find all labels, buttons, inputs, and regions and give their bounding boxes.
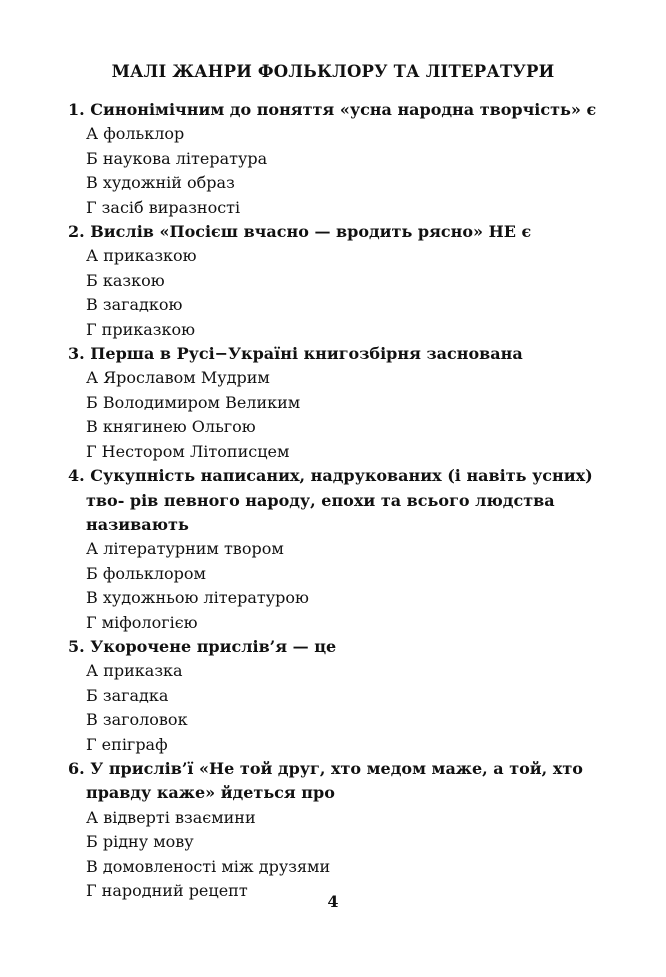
question-4-option-a: А літературним твором [86, 539, 284, 559]
page-number: 4 [327, 892, 339, 911]
question-4-option-b: Б фольклором [86, 563, 206, 583]
question-5-option-d: Г епіграф [86, 734, 168, 754]
question-2-text: 2. Вислів «Посієш вчасно — вродить рясно» НЕ є [68, 222, 532, 242]
question-3-option-a: А Ярославом Мудрим [86, 368, 270, 388]
page-title: МАЛІ ЖАНРИ ФОЛЬКЛОРУ ТА ЛІТЕРАТУРИ [111, 62, 555, 81]
question-4-text: 4. Сукупність написаних, надрукованих (і навіть усних) тво- рів певного народу, епохи та всього людства називають [68, 466, 593, 534]
question-list [68, 98, 608, 903]
question-6-option-b: Б рідну мову [86, 832, 194, 852]
question-2-option-c: В загадкою [86, 295, 183, 315]
question-4-option-c: В художньою літературою [86, 588, 309, 608]
question-6-text: 6. У прислів’ї «Не той друг, хто медом маже, а той, хто правду каже» йдеться про [68, 758, 583, 803]
question-2-option-a: А приказкою [86, 246, 197, 266]
question-6-option-a: А відверті взаємини [86, 807, 256, 827]
question-6-option-d: Г народний рецепт [86, 881, 248, 900]
question-5 [68, 635, 608, 757]
question-6-option-c: В домовленості між друзями [86, 856, 331, 876]
question-1-option-a: А фольклор [86, 124, 185, 144]
question-3-option-d: Г Нестором Літописцем [86, 441, 290, 461]
question-6 [68, 757, 608, 903]
question-1-text: 1. Синонімічним до поняття «усна народна творчість» є [68, 100, 597, 119]
question-3-option-b: Б Володимиром Великим [86, 392, 301, 412]
question-2-option-d: Г приказкою [86, 319, 196, 339]
question-1-option-b: Б наукова література [86, 148, 268, 168]
question-5-option-c: В заголовок [86, 710, 188, 730]
question-1-option-d: Г засіб виразності [86, 197, 241, 217]
question-3-option-c: В княгинею Ольгою [86, 417, 256, 437]
question-5-option-b: Б загадка [86, 685, 169, 705]
question-1-option-c: В художній образ [86, 173, 235, 193]
question-4-option-d: Г міфологією [86, 612, 198, 632]
question-3-text: 3. Перша в Русі−Україні книгозбірня заснована [68, 344, 523, 364]
question-3 [68, 342, 608, 464]
question-5-text: 5. Укорочене прислів’я — це [68, 636, 337, 656]
question-5-option-a: А приказка [86, 661, 183, 681]
question-1 [68, 98, 608, 220]
question-2 [68, 220, 608, 342]
question-4 [68, 464, 608, 635]
question-2-option-b: Б казкою [86, 270, 165, 290]
